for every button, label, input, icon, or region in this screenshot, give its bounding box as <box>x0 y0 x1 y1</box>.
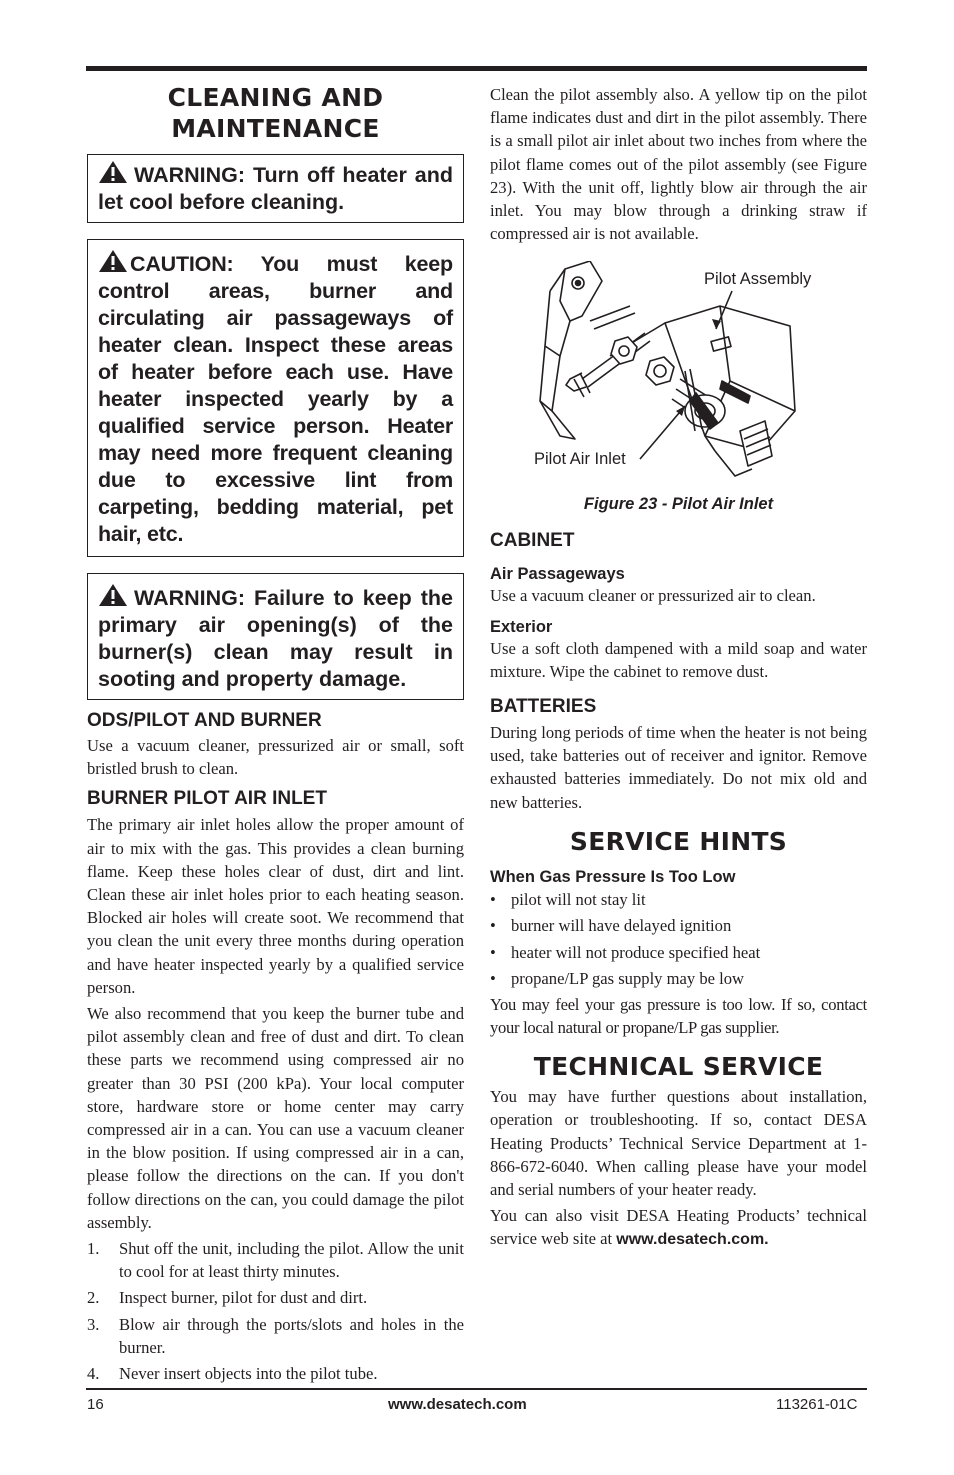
page-number: 16 <box>87 1396 104 1413</box>
exterior-heading: Exterior <box>490 617 553 636</box>
warning-cool-text: WARNING: Turn off heater and let cool before cleaning. <box>98 163 453 214</box>
bullet-text: pilot will not stay lit <box>511 889 646 909</box>
gas-pressure-list <box>490 887 867 993</box>
pilot-assembly-paragraph: Clean the pilot assembly also. A yellow tip on the pilot flame indicates dust and dirt in the pilot assembly. There is a small pilot air inlet about two inches from where the pilot flame comes out of the pilot assembly (see Figure 23). With the unit off, lightly blow air through the air inlet. You may blow through a drinking straw if compressed air is not available. <box>490 85 867 244</box>
cleaning-maintenance-title <box>87 82 464 144</box>
footer-rule <box>86 1388 867 1390</box>
gas-pressure-text: You may feel your gas pressure is too low. If so, contact your local natural or propane/LP gas supplier. <box>490 994 867 1038</box>
technical-service-text: You can also visit DESA Heating Products’ technical service web site at <box>490 1206 867 1249</box>
step-number: 2. <box>87 1288 100 1308</box>
list-item: • pilot will not stay lit <box>490 889 646 909</box>
air-passageways-text: Use a vacuum cleaner or pressurized air to clean. <box>490 586 816 606</box>
burner-pilot-paragraph-2: We also recommend that you keep the burner tube and pilot assembly clean and free of dust and dirt. To clean these parts we recommend using compressed air no greater than 30 PSI (200 kPa). Your local computer store, hardware store or home center may carry compressed air in a can. You can use a vacuum cleaner in the blow position. If using compressed air in a can, please follow the directions on the can. If you don't follow directions on the can, you could damage the pilot assembly. <box>87 1004 464 1232</box>
bullet-text: propane/LP gas supply may be low <box>511 969 745 989</box>
warning-triangle-icon <box>98 583 128 607</box>
right-column <box>490 83 867 1252</box>
step-number: 1. <box>87 1239 100 1259</box>
title-line-1: CLEANING AND <box>167 83 384 112</box>
step-number: 3. <box>87 1314 100 1334</box>
warning-triangle-icon <box>98 160 128 184</box>
batteries-text: During long periods of time when the heater is not being used, take batteries out of receiver and ignitor. Remove exhausted batteries immediately. Do not mix old and new batteries. <box>490 723 867 812</box>
step-text: Shut off the unit, including the pilot. Allow the unit to cool for at least thirty minutes. <box>119 1239 464 1282</box>
burner-pilot-air-inlet-heading: BURNER PILOT AIR INLET <box>87 788 327 810</box>
pilot-assembly-label: Pilot Assembly <box>704 270 812 289</box>
list-item: • burner will have delayed ignition <box>490 916 732 936</box>
list-item: • propane/LP gas supply may be low <box>490 969 745 989</box>
warning-box-sooting <box>87 573 464 700</box>
technical-service-title: TECHNICAL SERVICE <box>533 1052 824 1082</box>
caution-triangle-icon <box>98 249 128 273</box>
list-item <box>87 1313 464 1359</box>
service-hints-title: SERVICE HINTS <box>569 826 788 856</box>
step-text: Blow air through the ports/slots and holes in the burner. <box>119 1314 464 1357</box>
cabinet-heading: CABINET <box>490 530 575 552</box>
left-column <box>87 80 464 1385</box>
list-item <box>87 1362 464 1385</box>
technical-service-paragraph-2 <box>490 1204 867 1251</box>
title-line-2: MAINTENANCE <box>171 114 380 143</box>
list-item: • heater will not produce specified heat <box>490 942 761 962</box>
list-item <box>87 1286 464 1309</box>
step-text: Inspect burner, pilot for dust and dirt. <box>119 1288 368 1308</box>
list-item <box>87 1237 464 1283</box>
cleaning-steps-list <box>87 1237 464 1385</box>
exterior-text: Use a soft cloth dampened with a mild soap and water mixture. Wipe the cabinet to remove dust. <box>490 638 867 681</box>
figure-caption: Figure 23 - Pilot Air Inlet <box>583 495 774 514</box>
document-number: 113261-01C <box>776 1396 858 1413</box>
caution-text: CAUTION: You must keep control areas, burner and circulating air passageways of heater clean. Inspect these areas of heater before each use. Have heater inspected yearly by a qualified service person. Heater may need more frequent cleaning due to excessive lint from carpeting, bedding material, pet hair, etc. <box>98 252 453 546</box>
footer-website: www.desatech.com <box>388 1396 527 1413</box>
bullet-text: burner will have delayed ignition <box>511 916 732 936</box>
desatech-website-link[interactable]: www.desatech.com. <box>616 1231 769 1249</box>
step-text: Never insert objects into the pilot tube. <box>119 1364 378 1384</box>
technical-service-paragraph-1: You may have further questions about installation, operation or troubleshooting. If so, contact DESA Heating Products’ Technical Service Department at 1-866-672-6040. When calling please have your model and serial numbers of your heater ready. <box>490 1087 867 1200</box>
ods-pilot-heading: ODS/PILOT AND BURNER <box>87 710 322 731</box>
pilot-air-inlet-label: Pilot Air Inlet <box>534 450 626 469</box>
ods-pilot-text: Use a vacuum cleaner, pressurized air or small, soft bristled brush to clean. <box>87 736 464 779</box>
batteries-heading: BATTERIES <box>490 696 597 718</box>
caution-box <box>87 239 464 557</box>
burner-pilot-paragraph-1: The primary air inlet holes allow the proper amount of air to mix with the gas. This provides a clean burning flame. Keep these holes clear of dust, dirt and lint. Clean these air inlet holes prior to each heating season. Blocked air holes will create soot. We recommend that you clean the unit every three months during operation and have heater inspected yearly by a qualified service person. <box>87 815 464 997</box>
figure-23 <box>490 261 867 491</box>
air-passageways-heading: Air Passageways <box>490 565 625 584</box>
warning-sooting-text: WARNING: Failure to keep the primary air opening(s) of the burner(s) clean may result in sooting and property damage. <box>98 586 453 691</box>
step-number: 4. <box>87 1364 100 1384</box>
warning-box-cool <box>87 154 464 223</box>
bullet-text: heater will not produce specified heat <box>511 942 761 962</box>
gas-pressure-heading: When Gas Pressure Is Too Low <box>490 867 736 886</box>
top-rule <box>86 66 867 71</box>
